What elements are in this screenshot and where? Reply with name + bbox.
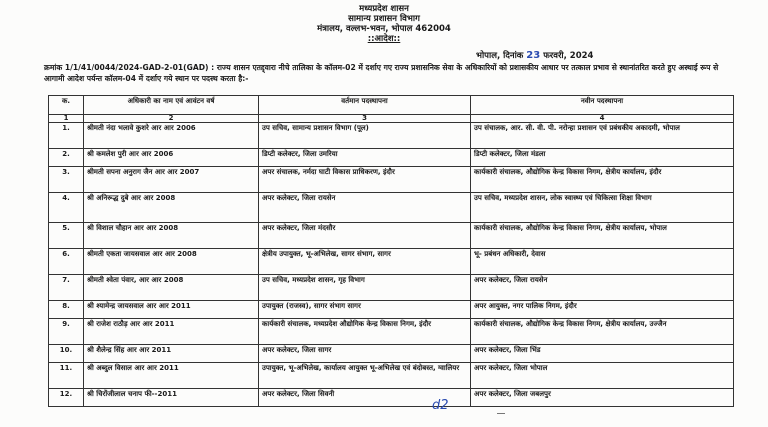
column-number: 2: [84, 115, 259, 123]
column-number-row: [49, 115, 734, 123]
current-posting-cell: क्षेत्रीय उपायुक्त, भू-अभिलेख, सागर संभाग, सागर: [259, 249, 471, 275]
officer-cell: श्रीमती सपना अनुराग जैन आर आर 2007: [84, 167, 259, 193]
officer-cell: श्री कमलेश पुरी आर आर 2006: [84, 149, 259, 167]
table-row: [49, 319, 734, 345]
officer-cell: श्री राजेश राठौड़ आर आर 2011: [84, 319, 259, 345]
department-name: सामान्य प्रशासन विभाग: [348, 14, 420, 24]
govt-name: मध्यप्रदेश शासन: [359, 4, 409, 14]
current-posting-cell: उप सचिव, सामान्य प्रशासन विभाग (पूल): [259, 123, 471, 149]
new-posting-cell: डिप्टी कलेक्टर, जिला मंडला: [471, 149, 734, 167]
current-posting-cell: अपर कलेक्टर, जिला रायसेन: [259, 193, 471, 223]
serial-cell: 9.: [49, 319, 84, 345]
new-posting-cell: कार्यकारी संचालक, औद्योगिक केन्द्र विकास निगम, क्षेत्रीय कार्यालय, इंदौर: [471, 167, 734, 193]
table-row: [49, 223, 734, 249]
table-row: [49, 193, 734, 223]
current-posting-cell: डिप्टी कलेक्टर, जिला उमरिया: [259, 149, 471, 167]
new-posting-cell: कार्यकारी संचालक, औद्योगिक केन्द्र विकास निगम, क्षेत्रीय कार्यालय, उज्जैन: [471, 319, 734, 345]
serial-cell: 6.: [49, 249, 84, 275]
current-posting-cell: उपायुक्त (राजस्व), सागर संभाग सागर: [259, 301, 471, 319]
order-title: ::आदेश::: [367, 34, 401, 44]
current-posting-cell: अपर कलेक्टर, जिला सिवनी: [259, 389, 471, 407]
serial-cell: 1.: [49, 123, 84, 149]
serial-cell: 4.: [49, 193, 84, 223]
current-posting-cell: उपायुक्त, भू-अभिलेख, कार्यालय आयुक्त भू-अभिलेख एवं बंदोबस्त, ग्वालियर: [259, 363, 471, 389]
header-new-posting: नवीन पदस्थापना: [471, 96, 734, 115]
date-rest: फरवरी, 2024: [543, 51, 594, 61]
serial-cell: 12.: [49, 389, 84, 407]
divider: [497, 413, 505, 414]
table-header-row: [49, 96, 734, 115]
officer-cell: श्री अनिरूद्ध दुबे आर आर 2008: [84, 193, 259, 223]
current-posting-cell: उप सचिव, मध्यप्रदेश शासन, गृह विभाग: [259, 275, 471, 301]
current-posting-cell: कार्यकारी संचालक, मध्यप्रदेश औद्योगिक केन्द्र विकास निगम, इंदौर: [259, 319, 471, 345]
order-date: [476, 50, 593, 61]
officer-cell: श्री श्यामेन्द्र जायसवाल आर आर 2011: [84, 301, 259, 319]
new-posting-cell: भू- प्रबंधन अधिकारी, देवास: [471, 249, 734, 275]
column-number: 1: [49, 115, 84, 123]
table-row: [49, 275, 734, 301]
date-day: 23: [526, 50, 541, 61]
new-posting-cell: कार्यकारी संचालक, औद्योगिक केन्द्र विकास निगम, क्षेत्रीय कार्यालय, भोपाल: [471, 223, 734, 249]
table-row: [49, 123, 734, 149]
table-row: [49, 345, 734, 363]
new-posting-cell: अपर कलेक्टर, जिला जबलपुर: [471, 389, 734, 407]
header-current-posting: वर्तमान पदस्थापना: [259, 96, 471, 115]
new-posting-cell: उप संचालक, आर. सी. वी. पी. नरोन्हा प्रशासन एवं प्रबंधकीय अकादमी, भोपाल: [471, 123, 734, 149]
new-posting-cell: अपर कलेक्टर, जिला भोपाल: [471, 363, 734, 389]
transfer-table: [48, 95, 734, 407]
table-row: [49, 149, 734, 167]
column-number: 3: [259, 115, 471, 123]
officer-cell: श्री अब्दुल विसाल आर आर 2011: [84, 363, 259, 389]
serial-cell: 11.: [49, 363, 84, 389]
serial-cell: 5.: [49, 223, 84, 249]
officer-cell: श्री चिरोंजीलाल चनाप फी--2011: [84, 389, 259, 407]
table-row: [49, 389, 734, 407]
officer-cell: श्री विशाल चौहान आर आर 2008: [84, 223, 259, 249]
officer-cell: श्रीमती श्वेता पंवार, आर आर 2008: [84, 275, 259, 301]
table-row: [49, 301, 734, 319]
new-posting-cell: उप सचिव, मध्यप्रदेश शासन, लोक स्वास्थ्य एवं चिकित्सा शिक्षा विभाग: [471, 193, 734, 223]
current-posting-cell: अपर कलेक्टर, जिला सागर: [259, 345, 471, 363]
officer-cell: श्रीमती एकता जायसवाल आर आर 2008: [84, 249, 259, 275]
serial-cell: 10.: [49, 345, 84, 363]
header-serial: क.: [49, 96, 84, 115]
header-officer: अधिकारी का नाम एवं आवंटन वर्ष: [84, 96, 259, 115]
serial-cell: 2.: [49, 149, 84, 167]
serial-cell: 3.: [49, 167, 84, 193]
order-paragraph: क्रमांक 1/1/41/0044/2024-GAD-2-01(GAD) : राज्य शासन एतद्द्वारा नीचे तालिका के कॉलम-02 में दर्शाए गए राज्य प्रशासनिक सेवा के अधिकारियों को प्रशासकीय आधार पर तत्काल प्रभाव से स्थानांतरित करते हुए अस्थाई रूप से आगामी आदेश पर्यन्त कॉलम-04 में दर्शाए गये स्थान पर पदस्थ करता है:-: [44, 63, 719, 83]
date-prefix: भोपाल, दिनांक: [476, 51, 524, 61]
serial-cell: 8.: [49, 301, 84, 319]
serial-cell: 7.: [49, 275, 84, 301]
column-number: 4: [471, 115, 734, 123]
new-posting-cell: अपर कलेक्टर, जिला रायसेन: [471, 275, 734, 301]
table-row: [49, 167, 734, 193]
officer-cell: श्री शैलेन्द्र सिंह आर आर 2011: [84, 345, 259, 363]
officer-cell: श्रीमती नंदा भलावे कुशरे आर आर 2006: [84, 123, 259, 149]
new-posting-cell: अपर कलेक्टर, जिला भिंड: [471, 345, 734, 363]
current-posting-cell: अपर संचालक, नर्मदा घाटी विकास प्राधिकरण, इंदौर: [259, 167, 471, 193]
table-row: [49, 363, 734, 389]
signature: d2: [432, 398, 449, 413]
table-row: [49, 249, 734, 275]
current-posting-cell: अपर कलेक्टर, जिला मंदसौर: [259, 223, 471, 249]
new-posting-cell: अपर आयुक्त, नगर पालिक निगम, इंदौर: [471, 301, 734, 319]
address-line: मंत्रालय, वल्लभ-भवन, भोपाल 462004: [317, 24, 451, 34]
